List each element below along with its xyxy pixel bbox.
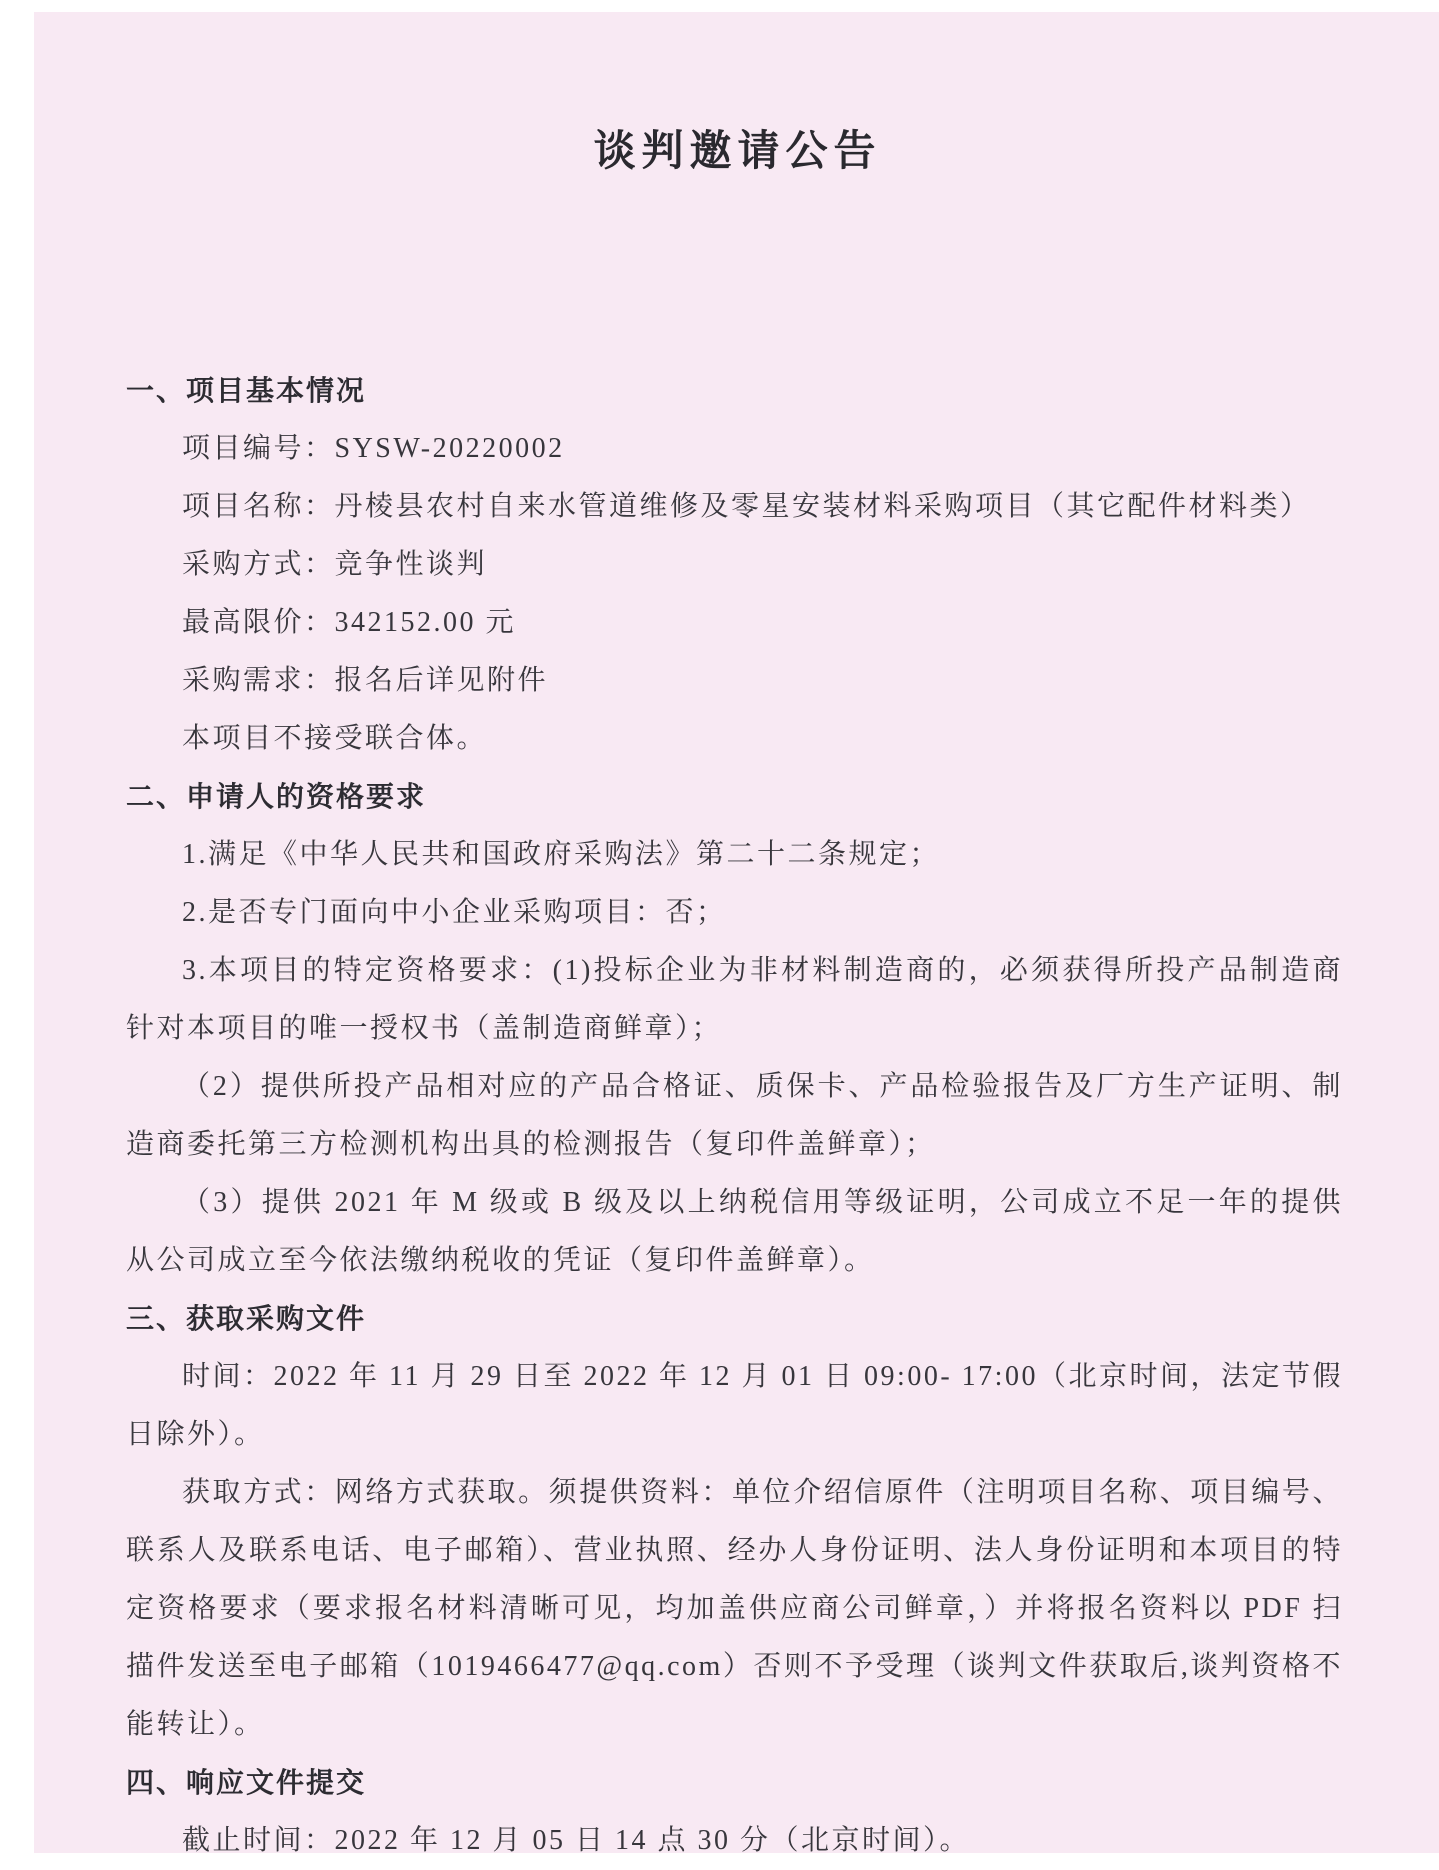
field-max-price: 最高限价：342152.00 元 xyxy=(182,607,517,638)
document-page xyxy=(34,12,1439,1856)
submission-deadline-info: 截止时间：2022 年 12 月 05 日 14 点 30 分（北京时间）。 xyxy=(182,1825,971,1856)
scanned-page-area xyxy=(34,12,1439,1856)
section-qualification-heading: 二、申请人的资格要求 xyxy=(126,781,427,812)
obtain-time-info: 时间：2022 年 11 月 29 日至 2022 年 12 月 01 日 09:00- 17:00（北京时间，法定节假日除外）。 xyxy=(126,1361,1343,1450)
field-procurement-requirement: 采购需求：报名后详见附件 xyxy=(182,665,549,696)
obtain-method-info: 获取方式：网络方式获取。须提供资料：单位介绍信原件（注明项目名称、项目编号、联系人及联系电话、电子邮箱）、营业执照、经办人身份证明、法人身份证明和本项目的特定资格要求（要求报名材料清晰可见，均加盖供应商公司鲜章，）并将报名资料以 PDF 扫描件发送至电子邮箱（1019466477@qq.com）否则不予受理（谈判文件获取后,谈判资格不能转让）。 xyxy=(126,1477,1343,1740)
field-project-number: 项目编号：SYSW-20220002 xyxy=(182,433,565,464)
qualification-requirement-1: 1.满足《中华人民共和国政府采购法》第二十二条规定； xyxy=(182,839,941,870)
section-basic-info xyxy=(126,362,1343,768)
section-response-submission-heading: 四、响应文件提交 xyxy=(126,1767,367,1798)
document-title: 谈判邀请公告 xyxy=(593,129,882,175)
qualification-requirement-3-item-1: 3.本项目的特定资格要求：(1)投标企业为非材料制造商的，必须获得所投产品制造商针对本项目的唯一授权书（盖制造商鲜章）； xyxy=(126,955,1343,1044)
qualification-requirement-2: 2.是否专门面向中小企业采购项目：否； xyxy=(182,897,727,928)
field-procurement-method: 采购方式：竞争性谈判 xyxy=(182,549,488,580)
note-no-consortium: 本项目不接受联合体。 xyxy=(182,723,488,754)
qualification-requirement-3-item-2: （2）提供所投产品相对应的产品合格证、质保卡、产品检验报告及厂方生产证明、制造商委托第三方检测机构出具的检测报告（复印件盖鲜章）； xyxy=(126,1071,1343,1160)
section-qualification-requirements xyxy=(126,768,1343,1290)
field-project-name: 项目名称：丹棱县农村自来水管道维修及零星安装材料采购项目（其它配件材料类） xyxy=(182,491,1311,522)
qualification-requirement-3-item-3: （3）提供 2021 年 M 级或 B 级及以上纳税信用等级证明，公司成立不足一年的提供从公司成立至今依法缴纳税收的凭证（复印件盖鲜章）。 xyxy=(126,1187,1343,1276)
section-obtain-documents-heading: 三、获取采购文件 xyxy=(126,1303,367,1334)
section-obtain-documents xyxy=(126,1290,1343,1754)
section-basic-info-heading: 一、项目基本情况 xyxy=(126,375,367,406)
